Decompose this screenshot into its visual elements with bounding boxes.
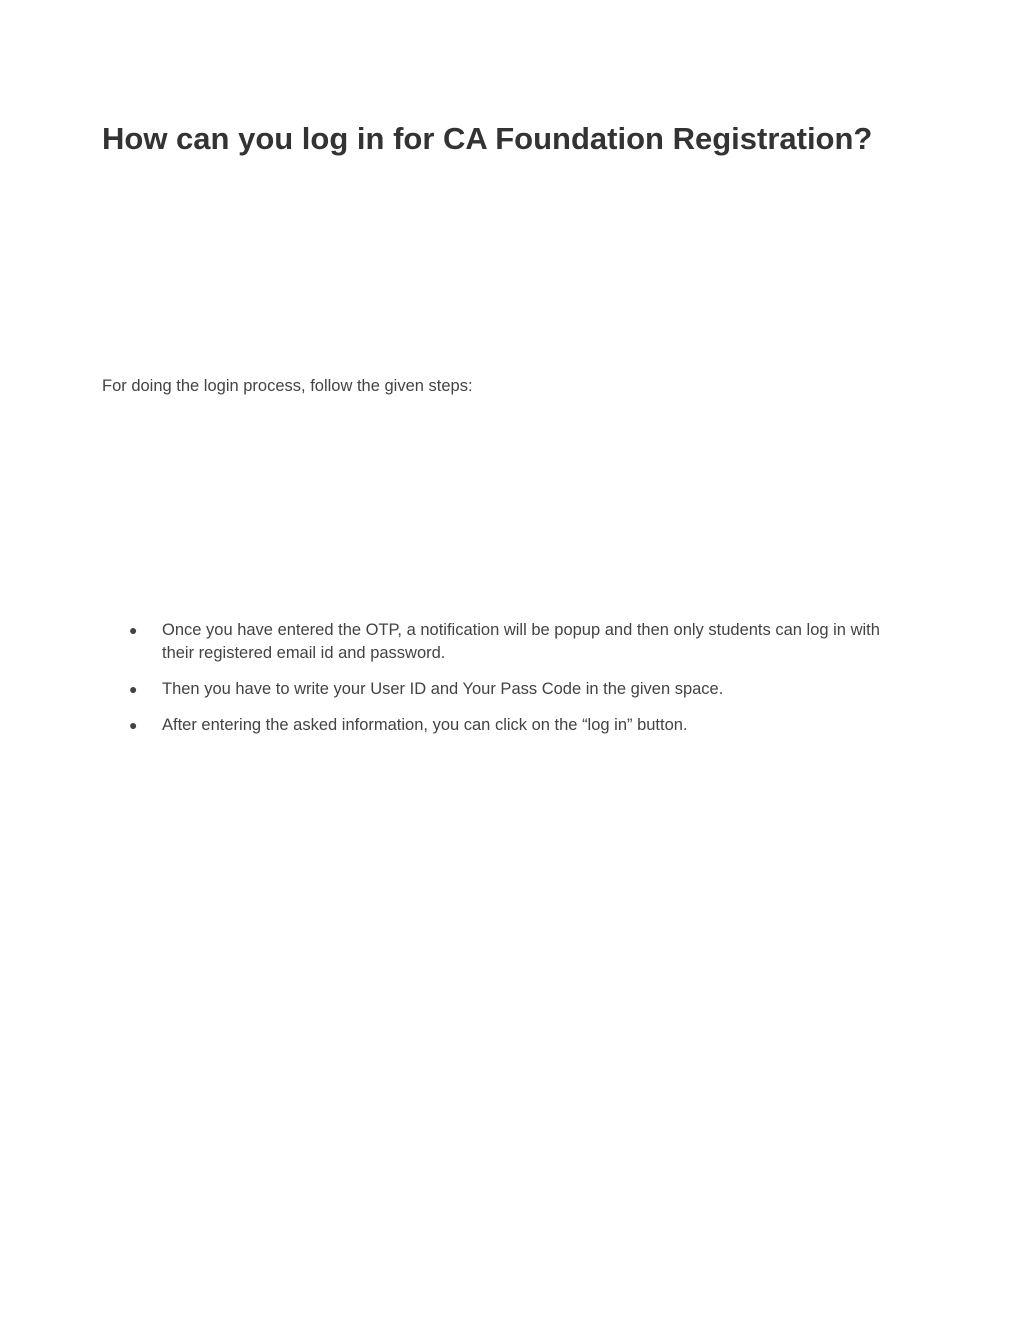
list-item — [102, 619, 902, 665]
list-item — [102, 714, 902, 737]
page-title: How can you log in for CA Foundation Registration? — [102, 121, 873, 156]
bullet-icon: ● — [129, 681, 138, 697]
step-text: After entering the asked information, you can click on the “log in” button. — [162, 716, 688, 734]
list-item — [102, 678, 902, 701]
bullet-icon: ● — [129, 622, 138, 638]
step-text: Then you have to write your User ID and Your Pass Code in the given space. — [162, 680, 724, 698]
step-text: Once you have entered the OTP, a notification will be popup and then only students can log in with their registered email id and password. — [162, 621, 880, 662]
bullet-icon: ● — [129, 717, 138, 733]
steps-list — [102, 619, 902, 750]
intro-paragraph: For doing the login process, follow the given steps: — [102, 377, 473, 395]
